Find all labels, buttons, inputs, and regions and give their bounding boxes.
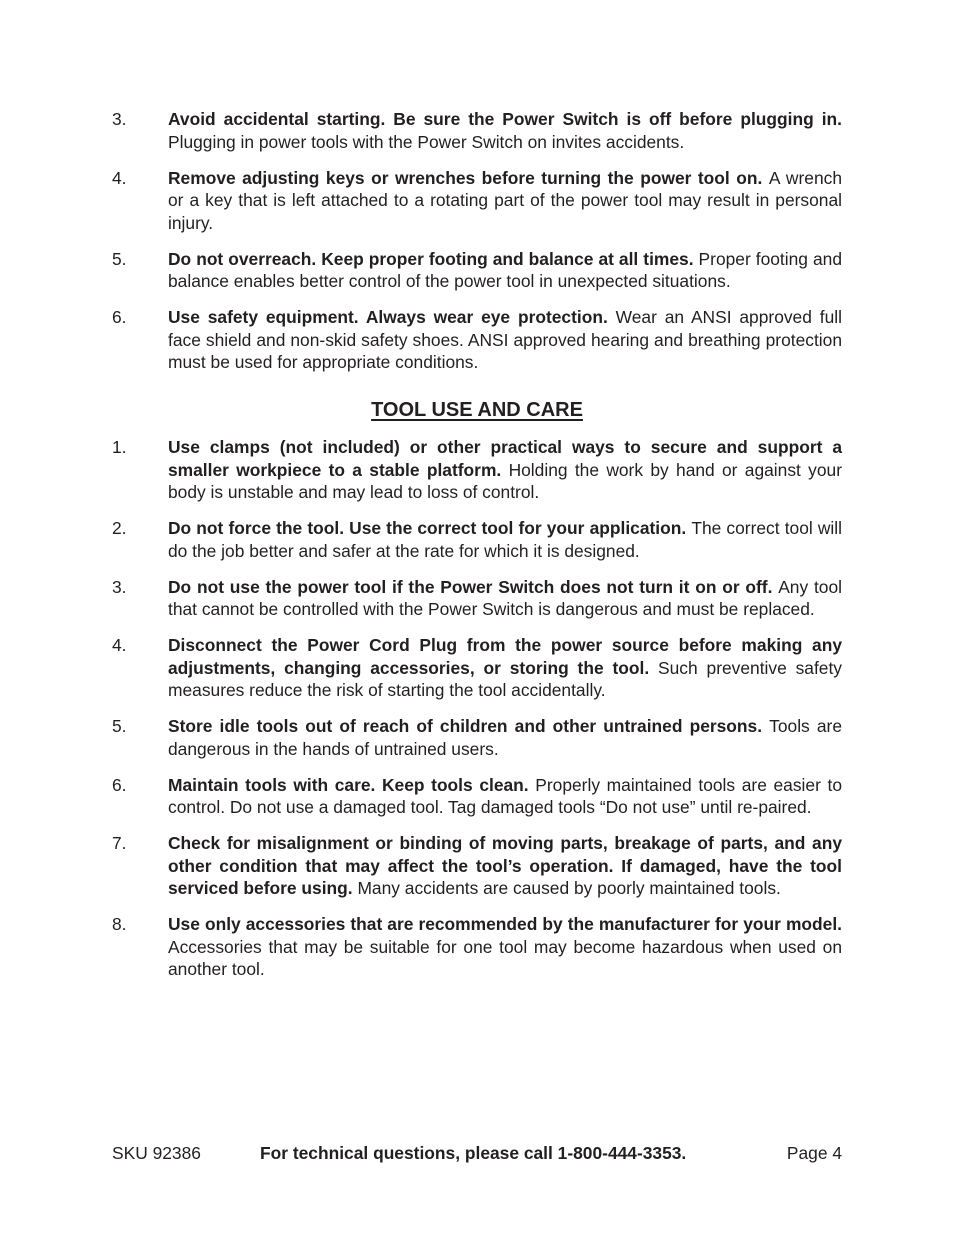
item-lead: Maintain tools with care. Keep tools clean. (168, 774, 536, 795)
item-body: Accessories that may be suitable for one tool may become hazardous when used on another tool. (168, 936, 842, 979)
item-number: 4. (112, 167, 127, 188)
item-body: Wear an ANSI approved full face shield and non-skid safety shoes. ANSI approved hearing and breathing protection must be used for appropriate conditions. (168, 307, 842, 372)
item-number: 5. (112, 248, 127, 269)
item-lead: Use only accessories that are recommended by the manufacturer for your model. (168, 914, 842, 934)
item-lead: Use clamps (not included) or other practical ways to secure and support a smaller workpiece to a stable platform. (168, 437, 842, 480)
item-number: 3. (112, 576, 127, 597)
item-body: The correct tool will do the job better and safer at the rate for which it is designed. (168, 518, 842, 561)
item-lead: Use safety equipment. Always wear eye protection. (168, 307, 616, 327)
item-body: Properly maintained tools are easier to control. Do not use a damaged tool. Tag damaged tools “Do not use” until re-paired. (168, 774, 842, 817)
list-item (112, 774, 842, 819)
item-lead: Disconnect the Power Cord Plug from the power source before making any adjustments, changing accessories, or storing the tool. (168, 635, 842, 678)
item-lead: Do not use the power tool if the Power Switch does not turn it on or off. (168, 576, 779, 597)
item-body: Many accidents are caused by poorly maintained tools. (357, 878, 781, 898)
tool-use-list (112, 436, 842, 994)
list-item (112, 167, 842, 235)
item-number: 5. (112, 716, 127, 736)
item-number: 3. (112, 109, 127, 129)
safety-list (112, 108, 842, 387)
section-heading: TOOL USE AND CARE (371, 399, 583, 421)
item-body: Plugging in power tools with the Power Switch on invites accidents. (168, 131, 685, 152)
item-lead: Do not force the tool. Use the correct tool for your application. (168, 518, 692, 538)
list-item (112, 715, 842, 760)
item-number: 1. (112, 437, 127, 457)
list-item (112, 108, 842, 153)
item-body: A wrench or a key that is left attached to a rotating part of the power tool may result in personal injury. (168, 167, 842, 233)
item-lead: Check for misalignment or binding of moving parts, breakage of parts, and any other condition that may affect the tool’s operation. If damaged, have the tool serviced before using. (168, 833, 842, 898)
item-number: 7. (112, 833, 127, 853)
list-item (112, 913, 842, 981)
item-lead: Avoid accidental starting. Be sure the Power Switch is off before plugging in. (168, 109, 842, 129)
item-lead: Do not overreach. Keep proper footing and balance at all times. (168, 248, 699, 269)
list-item (112, 576, 842, 621)
list-item (112, 306, 842, 374)
item-number: 4. (112, 635, 127, 655)
list-item (112, 517, 842, 562)
list-item (112, 832, 842, 900)
sku-label: SKU 92386 (112, 1143, 201, 1163)
technical-support-line: For technical questions, please call 1-800-444-3353. (260, 1143, 687, 1163)
item-body: Proper footing and balance enables better control of the power tool in unexpected situations. (168, 248, 842, 291)
list-item (112, 436, 842, 504)
item-body: Holding the work by hand or against your body is unstable and may lead to loss of control. (168, 459, 842, 502)
list-item (112, 248, 842, 293)
item-number: 8. (112, 914, 127, 934)
item-lead: Remove adjusting keys or wrenches before turning the power tool on. (168, 167, 769, 188)
item-number: 6. (112, 774, 127, 795)
item-number: 2. (112, 518, 127, 538)
item-body: Such preventive safety measures reduce the risk of starting the tool accidentally. (168, 657, 842, 700)
page-footer (112, 1142, 842, 1164)
item-lead: Store idle tools out of reach of children and other untrained persons. (168, 716, 770, 736)
page-number: Page 4 (786, 1143, 842, 1163)
list-item (112, 634, 842, 702)
item-body: Tools are dangerous in the hands of untrained users. (168, 716, 842, 759)
item-body: Any tool that cannot be controlled with the Power Switch is dangerous and must be replaced. (168, 576, 842, 619)
item-number: 6. (112, 307, 127, 327)
